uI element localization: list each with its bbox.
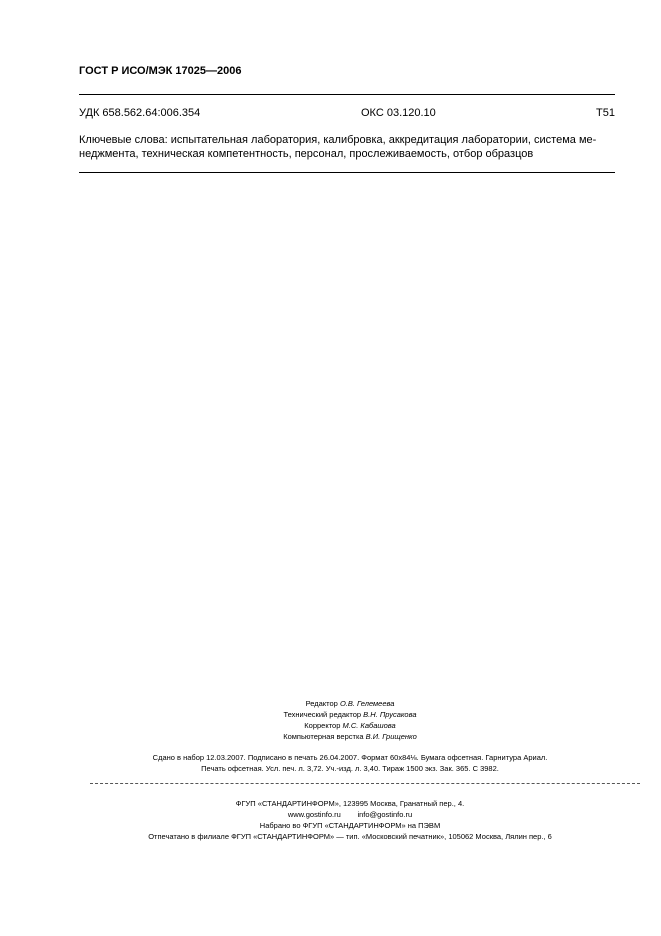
credit-label: Компьютерная верстка xyxy=(283,732,364,741)
publisher-block xyxy=(60,798,640,842)
udc-code: УДК 658.562.64:006.354 xyxy=(79,107,201,119)
publisher-line-4: Отпечатано в филиале ФГУП «СТАНДАРТИНФОРМ» — тип. «Московский печатник», 105062 Москва, Лялин пер., 6 xyxy=(148,832,552,841)
keywords-divider xyxy=(79,172,615,173)
credit-name: М.С. Кабашова xyxy=(342,721,396,730)
credit-label: Редактор xyxy=(305,699,338,708)
print-info-line-1: Сдано в набор 12.03.2007. Подписано в печать 26.04.2007. Формат 60x84⅛. Бумага офсетная. Гарнитура Ариал. xyxy=(152,753,548,762)
keywords-block xyxy=(79,133,615,161)
credit-layout xyxy=(60,731,640,742)
publisher-line-2: www.gostinfo.ru info@gostinfo.ru xyxy=(287,810,413,819)
publisher-line-3: Набрано во ФГУП «СТАНДАРТИНФОРМ» на ПЭВМ xyxy=(259,821,441,830)
top-divider xyxy=(79,94,615,95)
standard-title: ГОСТ Р ИСО/МЭК 17025—2006 xyxy=(79,65,242,77)
credits-block xyxy=(60,698,640,742)
credit-corrector xyxy=(60,720,640,731)
print-info-block xyxy=(60,752,640,774)
credit-label: Корректор xyxy=(304,721,341,730)
credit-label: Технический редактор xyxy=(283,710,362,719)
print-info-line-2: Печать офсетная. Усл. печ. л. 3,72. Уч.-изд. л. 3,40. Тираж 1500 экз. Зак. 365. С 3982. xyxy=(201,764,499,773)
group-code: Т51 xyxy=(596,107,615,119)
keywords-line-2: неджмента, техническая компетентность, персонал, прослеживаемость, отбор образцов xyxy=(79,148,534,160)
classification-row xyxy=(79,107,615,121)
publisher-line-1: ФГУП «СТАНДАРТИНФОРМ», 123995 Москва, Гранатный пер., 4. xyxy=(235,799,465,808)
credit-name: В.Н. Прусакова xyxy=(363,710,417,719)
credit-tech-editor xyxy=(60,709,640,720)
dashed-divider xyxy=(90,783,640,784)
credit-name: О.В. Гелемеева xyxy=(339,699,395,708)
oks-code: ОКС 03.120.10 xyxy=(361,107,436,119)
credit-name: В.И. Грищенко xyxy=(365,732,417,741)
credit-editor xyxy=(60,698,640,709)
keywords-line-1: Ключевые слова: испытательная лаборатория, калибровка, аккредитация лаборатории, система ме- xyxy=(79,134,597,146)
